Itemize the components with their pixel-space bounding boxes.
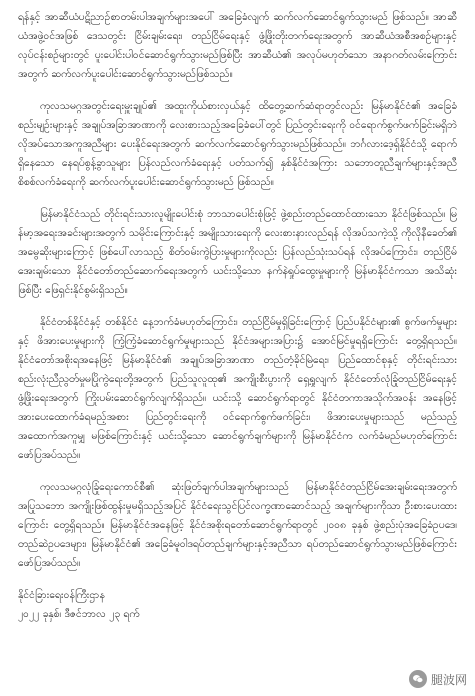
paragraph-1: ရန်နှင့် အာဆီယံပဋိညာဉ်စာတမ်းပါအချက်များအပေါ် အခြေခံလျက် ဆက်လက်ဆောင်ရွက်သွားမည် ဖြစ်သည်။ အာဆီယံအဖွဲ့ဝင်အဖြစ် ဒေသတွင်း ငြိမ်းချမ်းရေး၊ တည်ငြိမ်ရေးနှင့် ဖွံ့ဖြိုးတိုးတက်ရေးအတွက် အာဆီယံအစီအစဉ်များနှင့် လုပ်ငန်းစဉ်များတွင် ပူးပေါင်းပါဝင်ဆောင်ရွက်သွားမည်ဖြစ်ပြီး အာဆီယံ၏ အလုပ်မဟုတ်သော အနာဂတ်လမ်းကြောင်းအတွက် ဆက်လက်ပူးပေါင်းဆောင်ရွက်သွားမည်ဖြစ်သည်။ (18, 11, 457, 80)
ministry-name: နိုင်ငံခြားရေးဝန်ကြီးဌာန (18, 589, 105, 601)
watermark-text: 腿波网 (430, 672, 467, 687)
paragraph-3: မြန်မာနိုင်ငံသည် တိုင်းရင်းသားလူမျိုးပေါင်းစုံ ဘာသာပေါင်းစုံဖြင့် ဖွဲ့စည်းတည်ထောင်ထားသော နိုင်ငံဖြစ်သည်။ မြန်မာ့အရေးအခင်းများအတွက် သမိုင်းကြောင်းနှင့် အမျိုးသားရေးကို လေးစားနားလည်ရန် လိုအပ်သကဲ့သို့ ကိုလိုနီခေတ်၏ အမွေဆိုးများကြောင့် ဖြစ်ပေါ်လာသည့် စိတ်ဝမ်းကွဲပြားမှုများကိုလည်း ပြန်လည်သုံးသပ်ရန် လိုအပ်ကြောင်း၊ တည်ငြိမ်အေးချမ်းသော နိုင်ငံတော်တည်ဆောက်ရေးအတွက် ယင်းသို့သော နက်နဲရှုပ်ထွေးမှုများကို မြန်မာနိုင်ငံကသာ အသိဆုံးဖြစ်ပြီး ဖြေရှင်းနိုင်စွမ်းရှိသည်။ (18, 208, 457, 296)
watermark (409, 670, 467, 688)
issue-date: ၂၀၂၂ ခုနှစ်၊ ဒီဇင်ဘာလ ၂၃ ရက် (18, 608, 140, 620)
paragraph-2: ကုလသမဂ္ဂအတွင်းရေးမှူးချုပ်၏ အထူးကိုယ်စားလှယ်နှင့် ထိတွေ့ဆက်ဆံရာတွင်လည်း မြန်မာနိုင်ငံ၏ အခြေခံစည်းမျဉ်းများနှင့် အချုပ်အခြာအာဏာကို လေးစားသည့်အခြေခံပေါ်တွင် ပြည်တွင်းရေးကို ဝင်ရောက်စွက်ဖက်ခြင်းမရှိဘဲ လိုအပ်သောအကူအညီများ ပေးနိုင်ရေးအတွက် ဆက်လက်ဆောင်ရွက်သွားမည်ဖြစ်သည်။ ဘင်္ဂလားဒေ့ရှ်နိုင်ငံသို့ ရောက်ရှိနေသော နေရပ်စွန့်ခွာသူများ ပြန်လည်လက်ခံရေးနှင့် ပတ်သက်၍ နှစ်နိုင်ငံအကြား သဘောတူညီချက်များနှင့်အညီ စိစစ်လက်ခံရေးကို ဆက်လက်ပူးပေါင်းဆောင်ရွက်သွားမည် ဖြစ်သည်။ (18, 100, 457, 188)
paragraph-4: နိုင်ငံတစ်နိုင်ငံနှင့် တစ်နိုင်ငံ နေ့ဘက်ခံမဟုတ်ကြောင်း၊ တည်ငြိမ်မှုရှိခြင်းကြောင့် ပြည်ပနိုင်ငံများ၏ စွက်ဖက်မှုများနှင့် ဖိအားပေးမှုများကို ကြံ့ကြံ့ခံဆောင်ရွက်မှုများသည် နိုင်ငံအများအပြား၌ အောင်မြင်မှုရရှိကြောင်း တွေ့ရှိရသည်။ နိုင်ငံတော်အစိုးရအနေဖြင့် မြန်မာနိုင်ငံ၏ အချုပ်အခြာအာဏာ တည်တံ့ခိုင်မြဲရေး၊ ပြည်ထောင်စုနှင့် တိုင်းရင်းသားစည်းလုံးညီညွတ်မှုမပြိုကွဲရေးတို့အတွက် ပြည်သူလူထု၏ အကျိုးစီးပွားကို ရှေ့ရှုလျက် နိုင်ငံတော်လုံခြုံတည်ငြိမ်ရေးနှင့် ဖွံ့ဖြိုးရေးအတွက် ကြိုးပမ်းဆောင်ရွက်လျက်ရှိသည်။ ယင်းသို့ ဆောင်ရွက်ရာတွင် နိုင်ငံတကာအသိုက်အဝန်း အနေဖြင့် အားပေးထောက်ခံရမည့်အစား ပြည်တွင်းရေးကို ဝင်ရောက်စွက်ဖက်ခြင်း၊ ဖိအားပေးမှုများသည် မည်သည့်အထောက်အကူမျှ မဖြစ်ကြောင်းနှင့် ယင်းသို့သော ဆောင်ရွက်ချက်များကို မြန်မာနိုင်ငံက လက်ခံမည်မဟုတ်ကြောင်း ဖော်ပြအပ်သည်။ (18, 316, 457, 461)
wechat-logo-icon (409, 670, 427, 688)
signature-block (18, 586, 457, 624)
paragraph-5: ကုလသမဂ္ဂလုံခြုံရေးကောင်စီ၏ ဆုံးဖြတ်ချက်ပါအချက်များသည် မြန်မာနိုင်ငံတည်ငြိမ်အေးချမ်းရေးအတွက် အပြုသဘော အကျိုးဖြစ်ထွန်းမှုမရှိသည့်အပြင် နိုင်ငံရေးသွင်ပြင်လက္ခဏာဆောင်သည့် အချက်များကိုသာ ဦးစားပေးထားကြောင်း တွေ့ရှိရသည်။ မြန်မာနိုင်ငံအနေဖြင့် နိုင်ငံအစိုးရတော်ဆောင်ရွက်ရာတွင် ၂၀၀၈ ခုနှစ် ဖွဲ့စည်းပုံအခြေခံဥပဒေ၊ တည်ဆဲဥပဒေများ၊ မြန်မာနိုင်ငံ၏ အခြေခံမူဝါဒရပ်တည်ချက်များနှင့်အညီသာ ရပ်တည်ဆောင်ရွက်သွားမည်ဖြစ်ကြောင်း ဖော်ပြအပ်သည်။ (18, 481, 457, 569)
